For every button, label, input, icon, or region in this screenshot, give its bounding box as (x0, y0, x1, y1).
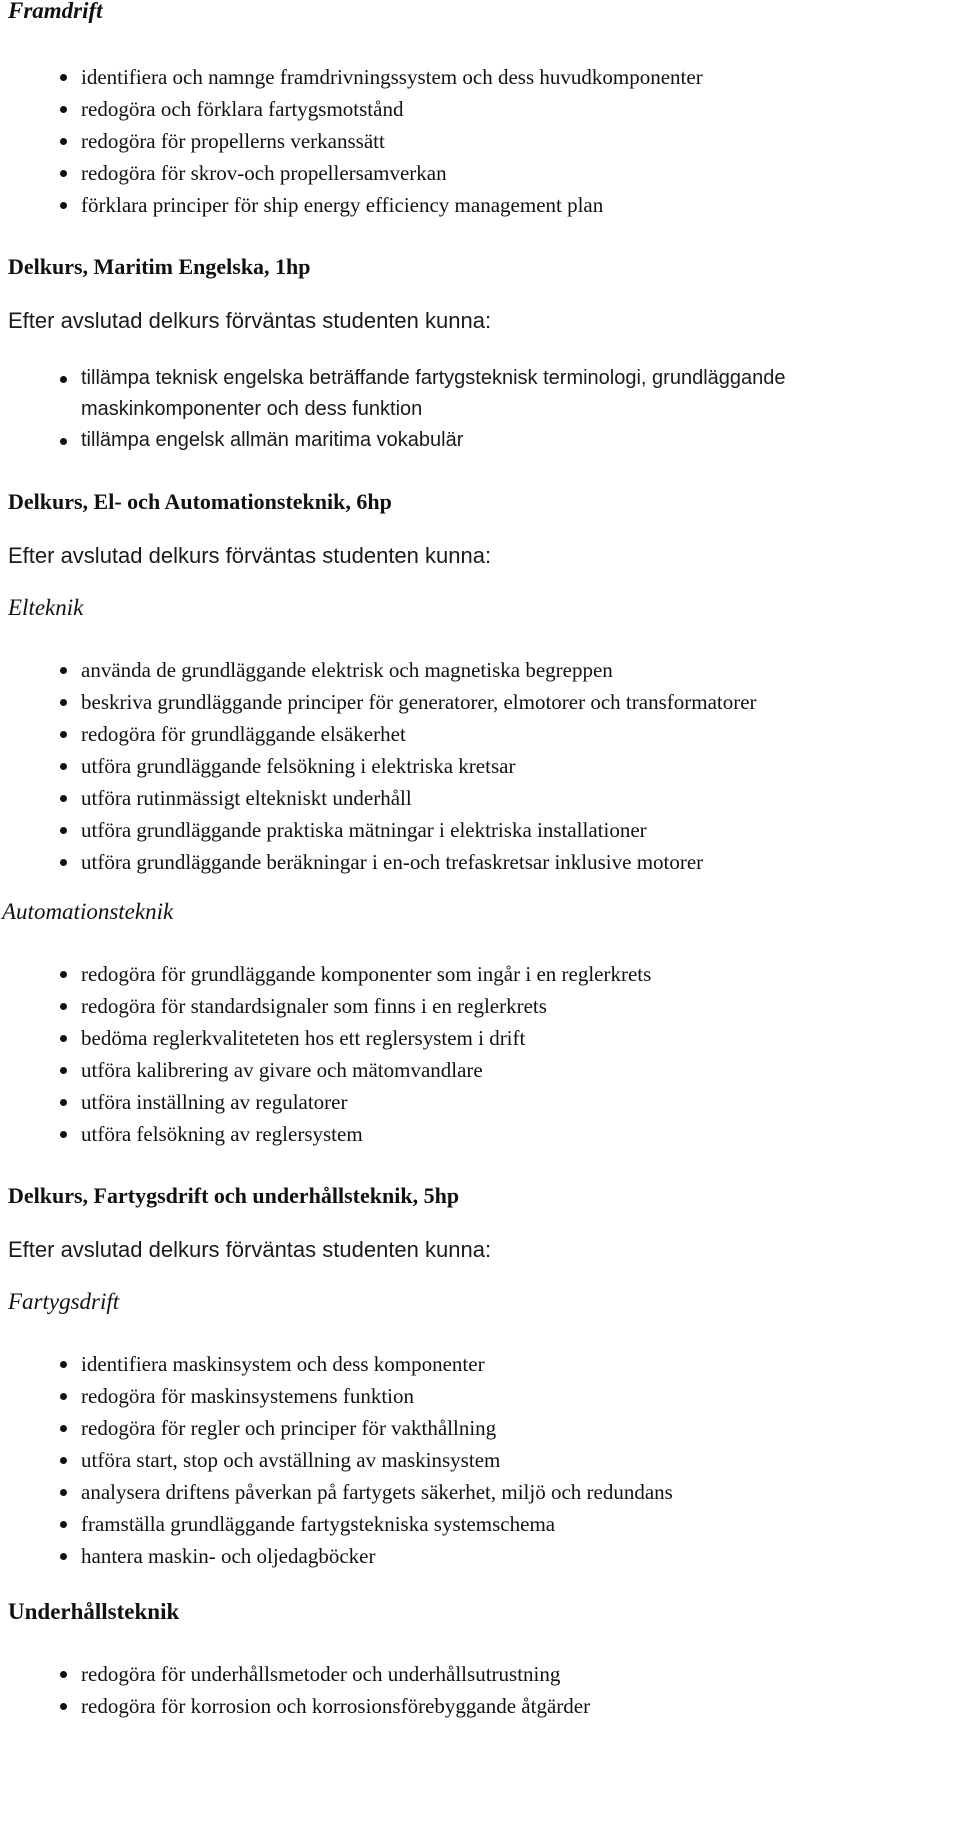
list-item: förklara principer för ship energy efficiency management plan (81, 189, 952, 221)
engelska-intro: Efter avslutad delkurs förväntas studenten kunna: (8, 308, 492, 333)
list-item: utföra inställning av regulatorer (81, 1086, 952, 1118)
list-item: framställa grundläggande fartygstekniska systemschema (81, 1508, 952, 1540)
engelska-heading: Delkurs, Maritim Engelska, 1hp (8, 254, 311, 279)
list-item: redogöra för maskinsystemens funktion (81, 1380, 952, 1412)
list-item: använda de grundläggande elektrisk och magnetiska begreppen (81, 654, 952, 686)
list-item: redogöra för korrosion och korrosionsförebyggande åtgärder (81, 1690, 952, 1722)
fartygsdrift-underhall-intro: Efter avslutad delkurs förväntas studenten kunna: (8, 1237, 492, 1262)
list-item: utföra grundläggande praktiska mätningar i elektriska installationer (81, 814, 952, 846)
list-item: redogöra för regler och principer för vakthållning (81, 1412, 952, 1444)
underhallsteknik-heading: Underhållsteknik (8, 1599, 180, 1624)
list-item: redogöra för grundläggande elsäkerhet (81, 718, 952, 750)
fartygsdrift-underhall-heading: Delkurs, Fartygsdrift och underhållsteknik, 5hp (8, 1183, 460, 1208)
fartygsdrift-heading: Fartygsdrift (8, 1289, 120, 1314)
list-item: identifiera och namnge framdrivningssystem och dess huvudkomponenter (81, 61, 952, 93)
list-item: tillämpa teknisk engelska beträffande fartygsteknisk terminologi, grundläggande maskinkomponenter och dess funktion (81, 363, 952, 425)
list-item: redogöra för grundläggande komponenter som ingår i en reglerkrets (81, 958, 952, 990)
list-item: utföra grundläggande felsökning i elektriska kretsar (81, 750, 952, 782)
list-item: redogöra för skrov-och propellersamverkan (81, 157, 952, 189)
elteknik-list (8, 654, 952, 878)
automationsteknik-list (8, 958, 952, 1150)
underhallsteknik-list (8, 1658, 952, 1722)
automationsteknik-heading: Automationsteknik (2, 899, 174, 924)
list-item: bedöma reglerkvaliteteten hos ett reglersystem i drift (81, 1022, 952, 1054)
fartygsdrift-list (8, 1348, 952, 1572)
list-item: hantera maskin- och oljedagböcker (81, 1540, 952, 1572)
list-item: identifiera maskinsystem och dess komponenter (81, 1348, 952, 1380)
list-item: redogöra för underhållsmetoder och underhållsutrustning (81, 1658, 952, 1690)
list-item: analysera driftens påverkan på fartygets säkerhet, miljö och redundans (81, 1476, 952, 1508)
list-item: redogöra för standardsignaler som finns i en reglerkrets (81, 990, 952, 1022)
list-item: utföra rutinmässigt eltekniskt underhåll (81, 782, 952, 814)
list-item: utföra grundläggande beräkningar i en-och trefaskretsar inklusive motorer (81, 846, 952, 878)
list-item: tillämpa engelsk allmän maritima vokabulär (81, 425, 952, 456)
list-item: redogöra och förklara fartygsmotstånd (81, 93, 952, 125)
list-item: redogöra för propellerns verkanssätt (81, 125, 952, 157)
list-item: beskriva grundläggande principer för generatorer, elmotorer och transformatorer (81, 686, 952, 718)
list-item: utföra start, stop och avställning av maskinsystem (81, 1444, 952, 1476)
elteknik-heading: Elteknik (8, 595, 84, 620)
framdrift-list (8, 61, 952, 221)
engelska-list (8, 363, 952, 456)
list-item: utföra kalibrering av givare och mätomvandlare (81, 1054, 952, 1086)
list-item: utföra felsökning av reglersystem (81, 1118, 952, 1150)
el-automation-intro: Efter avslutad delkurs förväntas studenten kunna: (8, 543, 492, 568)
el-automation-heading: Delkurs, El- och Automationsteknik, 6hp (8, 489, 392, 514)
framdrift-heading: Framdrift (8, 0, 103, 23)
